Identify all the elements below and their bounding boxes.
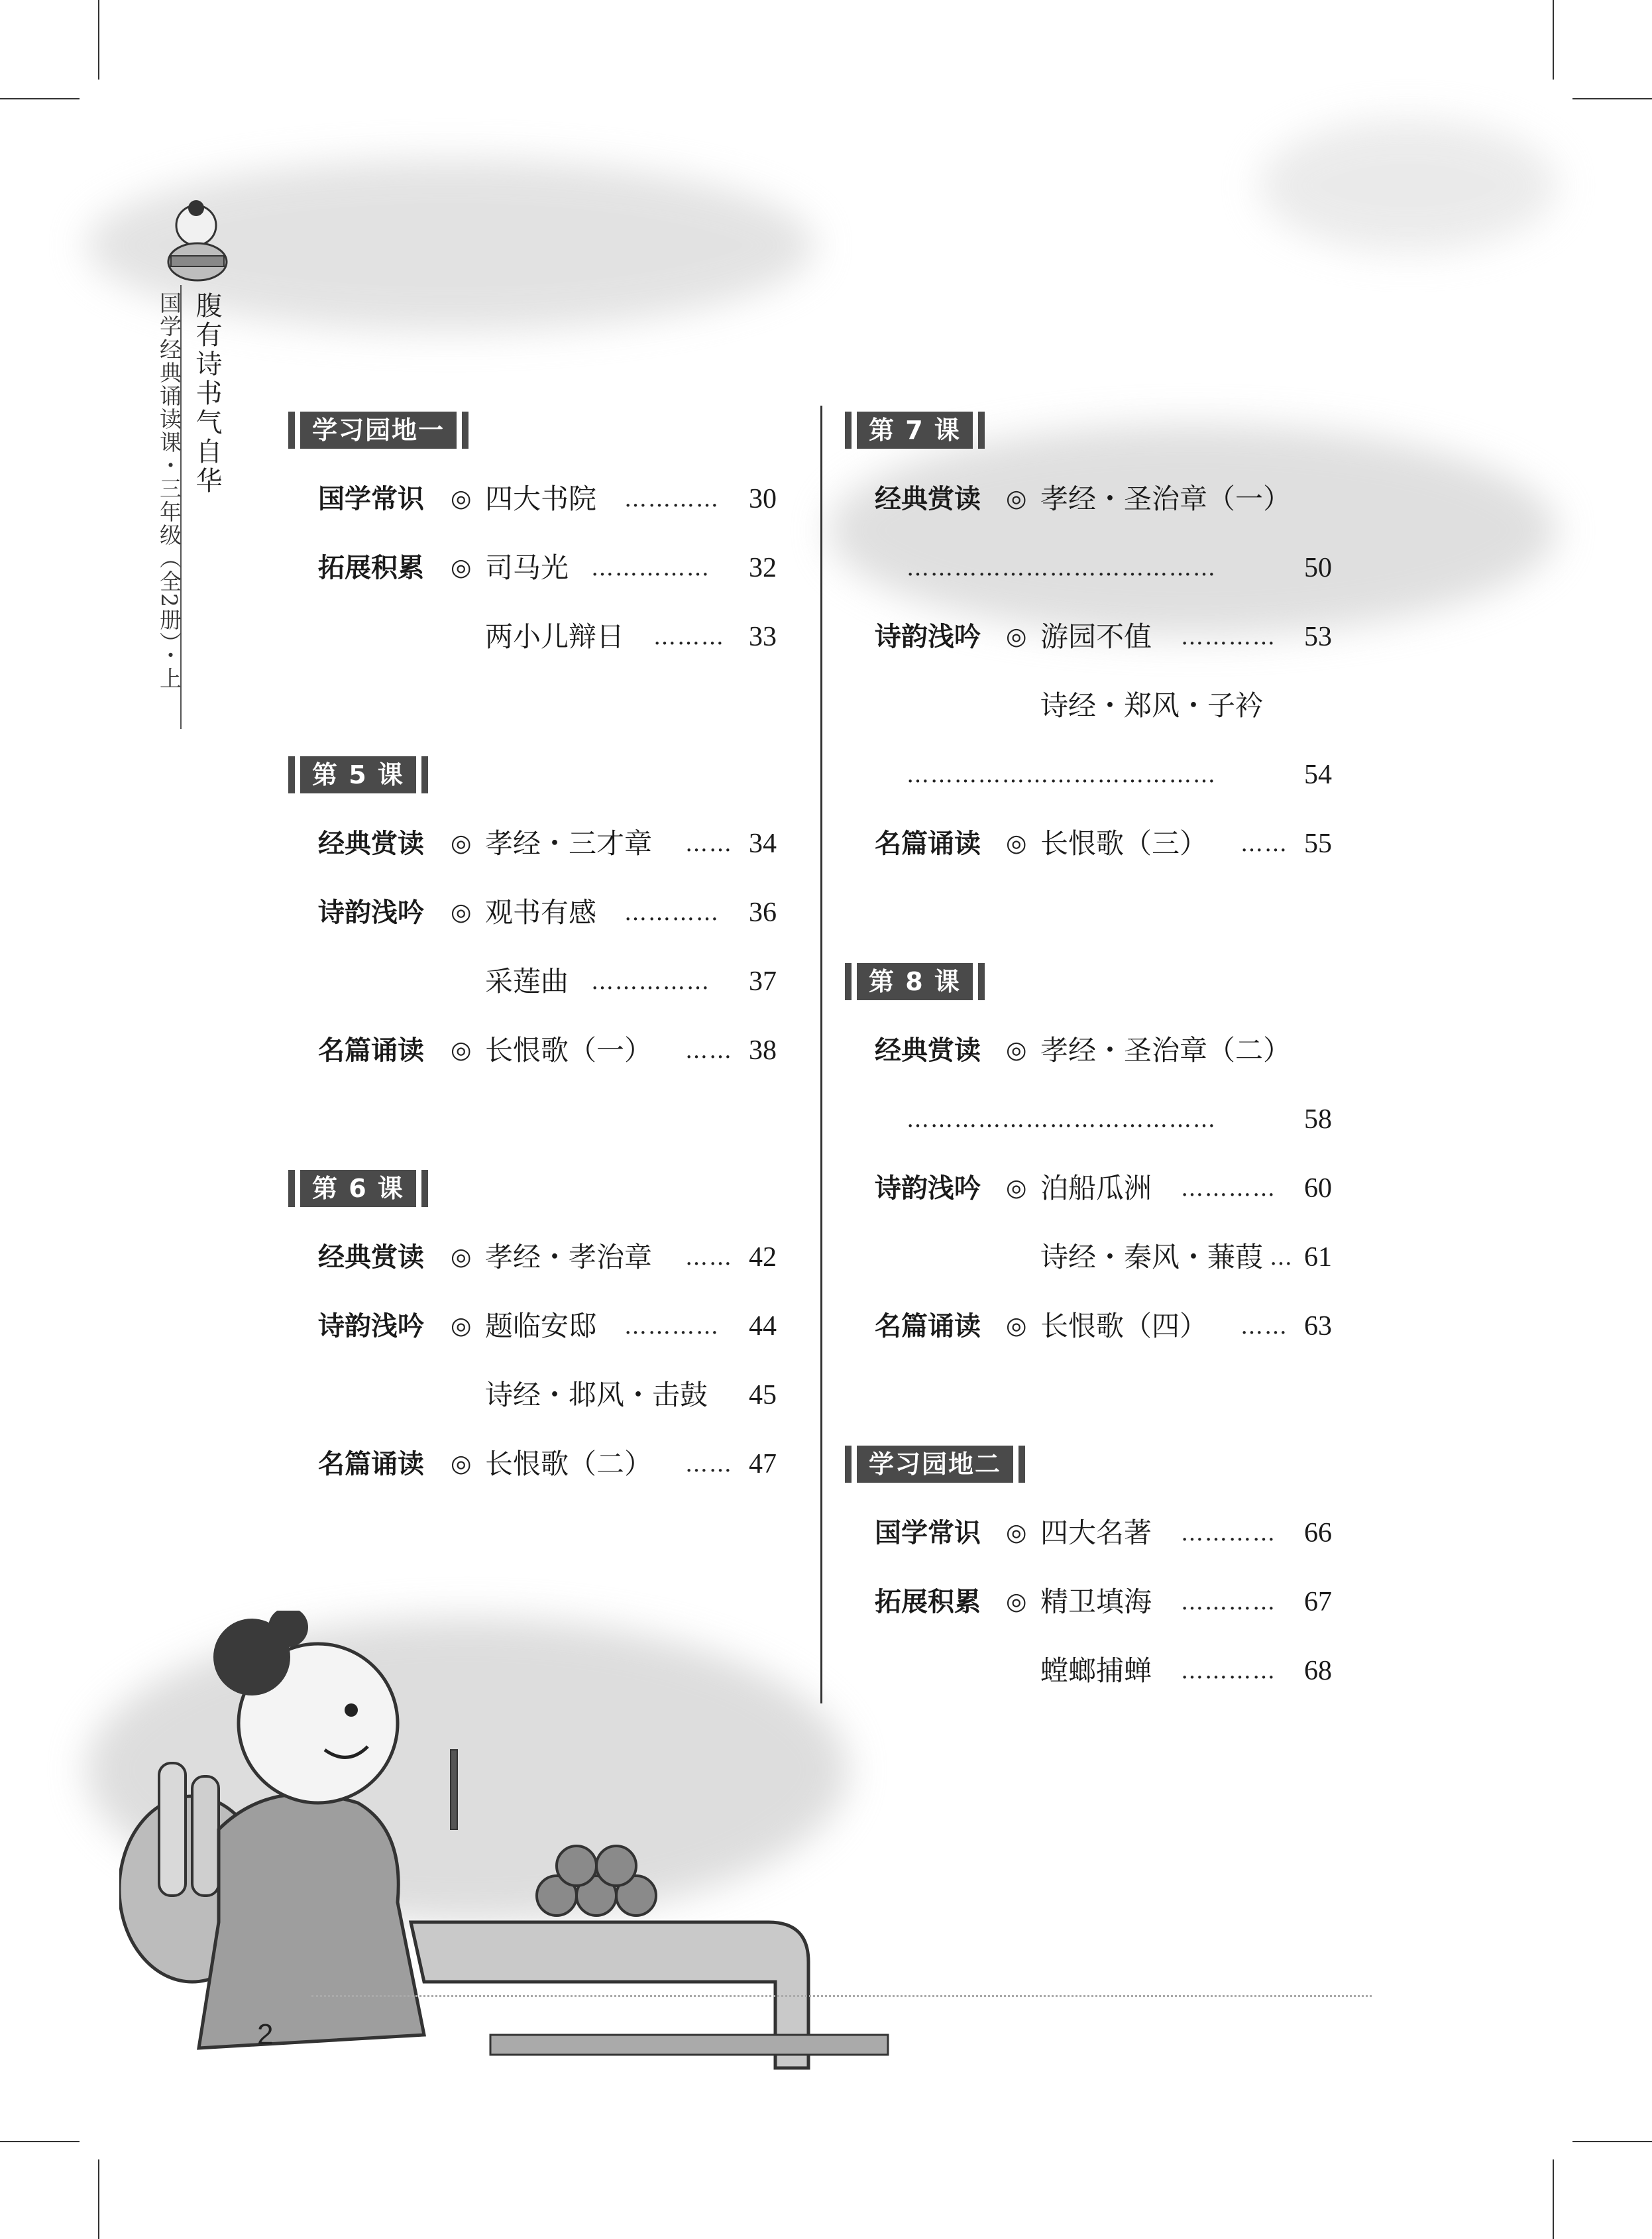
toc-title: 观书有感 (485, 896, 597, 929)
toc-entry[interactable] (0, 1027, 1652, 1074)
heading-bar (288, 412, 295, 449)
toc-page: 55 (1304, 829, 1332, 859)
toc-title: 诗经・郑风・子衿 (1040, 689, 1264, 722)
heading-bar (845, 963, 852, 1000)
toc-category: 名篇诵读 (875, 829, 981, 859)
section-heading (845, 961, 985, 1002)
leader-dots: …………… (591, 555, 710, 581)
leader-dots: ………………………………… (907, 555, 1217, 581)
leader-dots: …………… (591, 968, 710, 995)
toc-page: 68 (1304, 1656, 1332, 1686)
toc-title: 四大名著 (1040, 1517, 1152, 1549)
heading-bar (1019, 1446, 1025, 1483)
bullet-icon: ◎ (451, 485, 472, 512)
toc-entry[interactable] (0, 752, 1652, 798)
bullet-icon: ◎ (1006, 1588, 1027, 1615)
bullet-icon: ◎ (1006, 1175, 1027, 1202)
crop-mark (0, 98, 80, 99)
toc-category: 国学常识 (318, 484, 424, 514)
toc-entry[interactable] (0, 821, 1652, 867)
toc-entry[interactable] (0, 683, 1652, 729)
crop-mark (0, 2141, 80, 2142)
toc-category: 名篇诵读 (318, 1035, 424, 1066)
heading-label: 第 6 课 (300, 1170, 416, 1207)
heading-label: 学习园地一 (300, 412, 457, 449)
toc-entry[interactable] (0, 958, 820, 1005)
heading-bar (978, 412, 985, 449)
toc-category: 国学常识 (875, 1518, 981, 1548)
bullet-icon: ◎ (451, 1450, 472, 1477)
heading-bar (978, 963, 985, 1000)
heading-label: 学习园地二 (857, 1446, 1013, 1483)
toc-category: 经典赏读 (318, 1242, 424, 1273)
toc-entry[interactable] (0, 1165, 1652, 1212)
crop-mark (1553, 2159, 1554, 2239)
toc-page: 66 (1304, 1518, 1332, 1548)
crop-mark (1572, 2141, 1652, 2142)
toc-category: 名篇诵读 (318, 1449, 424, 1479)
toc-entry[interactable] (0, 1234, 1652, 1281)
toc-title: 长恨歌（二） (485, 1448, 653, 1480)
toc-entry[interactable] (0, 476, 1652, 522)
toc-page: 53 (1304, 622, 1332, 652)
leader-dots: ………… (624, 1313, 720, 1340)
toc-page: 44 (749, 1311, 777, 1342)
heading-bar (462, 412, 468, 449)
heading-bar (845, 412, 852, 449)
toc-title: 长恨歌（一） (485, 1034, 653, 1066)
toc-page: 37 (749, 966, 777, 997)
toc-page: 61 (1304, 1242, 1332, 1273)
toc-category: 诗韵浅吟 (875, 1173, 981, 1204)
bullet-icon: ◎ (451, 899, 472, 926)
toc-entry[interactable] (0, 545, 1652, 591)
toc-category: 诗韵浅吟 (318, 897, 424, 928)
bullet-icon: ◎ (1006, 1312, 1027, 1340)
mist-decoration (828, 424, 1557, 636)
leader-dots: …… (685, 1037, 733, 1064)
toc-title: 孝经・孝治章 (485, 1241, 653, 1273)
bullet-icon: ◎ (451, 830, 472, 857)
toc-page: 47 (749, 1449, 777, 1479)
toc-title: 螳螂捕蝉 (1040, 1654, 1152, 1687)
toc-title: 长恨歌（四） (1040, 1310, 1208, 1342)
toc-page: 32 (749, 553, 777, 583)
toc-title: 孝经・圣治章（一） (1040, 483, 1292, 515)
bottom-dotted-line (311, 1995, 1372, 1997)
toc-entry[interactable] (0, 1096, 1652, 1143)
leader-dots: ………… (1181, 1658, 1276, 1684)
heading-label: 第 8 课 (857, 963, 973, 1000)
crop-mark (1553, 0, 1554, 80)
toc-title: 长恨歌（三） (1040, 827, 1208, 860)
toc-page: 36 (749, 897, 777, 928)
leader-dots: ………… (624, 486, 720, 512)
crop-mark (98, 2159, 99, 2239)
heading-label: 第 5 课 (300, 756, 416, 793)
toc-page: 58 (1304, 1104, 1332, 1135)
bullet-icon: ◎ (1006, 830, 1027, 857)
mist-decoration (1259, 119, 1557, 252)
bullet-icon: ◎ (1006, 1037, 1027, 1064)
toc-title: 采莲曲 (485, 965, 569, 998)
toc-page: 54 (1304, 760, 1332, 790)
child-writing-illustration (119, 1611, 948, 2088)
toc-category: 诗韵浅吟 (318, 1311, 424, 1342)
toc-title: 泊船瓜洲 (1040, 1172, 1152, 1204)
bullet-icon: ◎ (1006, 623, 1027, 650)
leader-dots: …… (1240, 831, 1288, 857)
crop-mark (98, 0, 99, 80)
toc-entry[interactable] (0, 1510, 1652, 1556)
toc-entry[interactable] (0, 890, 820, 936)
leader-dots: … (1270, 1244, 1294, 1271)
leader-dots: ………… (1181, 624, 1276, 650)
leader-dots: ………… (1181, 1520, 1276, 1546)
toc-title: 诗经・秦风・蒹葭 (1040, 1241, 1264, 1273)
toc-title: 题临安邸 (485, 1310, 597, 1342)
toc-category: 经典赏读 (875, 484, 981, 514)
toc-category: 名篇诵读 (875, 1311, 981, 1342)
toc-title: 四大书院 (485, 483, 597, 515)
leader-dots: …… (685, 1451, 733, 1477)
leader-dots: ………… (1181, 1175, 1276, 1202)
toc-page: 63 (1304, 1311, 1332, 1342)
section-heading (288, 410, 468, 451)
heading-bar (845, 1446, 852, 1483)
toc-page: 50 (1304, 553, 1332, 583)
toc-page: 45 (749, 1380, 777, 1410)
toc-title: 孝经・圣治章（二） (1040, 1034, 1292, 1066)
bullet-icon: ◎ (451, 1037, 472, 1064)
leader-dots: ……… (653, 624, 725, 650)
toc-page: 42 (749, 1242, 777, 1273)
toc-category: 拓展积累 (318, 553, 424, 583)
bullet-icon: ◎ (1006, 1519, 1027, 1546)
toc-page: 33 (749, 622, 777, 652)
leader-dots: ………………………………… (907, 1106, 1217, 1133)
heading-label: 第 7 课 (857, 412, 973, 449)
toc-page: 60 (1304, 1173, 1332, 1204)
toc-page: 30 (749, 484, 777, 514)
section-heading (845, 1444, 1025, 1485)
toc-entry[interactable] (0, 1441, 820, 1487)
toc-title: 游园不值 (1040, 620, 1152, 653)
leader-dots: …… (1240, 1313, 1288, 1340)
page-number: 2 (257, 2018, 274, 2051)
toc-entry[interactable] (0, 1303, 1652, 1349)
bullet-icon: ◎ (451, 1312, 472, 1340)
toc-title: 孝经・三才章 (485, 827, 653, 860)
crop-mark (1572, 98, 1652, 99)
side-subtitle: 国学经典诵读课・三年级（全2册）・上 (156, 292, 182, 691)
toc-entry[interactable] (0, 614, 1652, 660)
toc-title: 诗经・邶风・击鼓 (485, 1379, 708, 1411)
toc-page: 38 (749, 1035, 777, 1066)
leader-dots: ………… (1181, 1589, 1276, 1615)
toc-title: 司马光 (485, 551, 569, 584)
leader-dots: …… (685, 1244, 733, 1271)
toc-category: 经典赏读 (875, 1035, 981, 1066)
toc-title: 两小儿辩日 (485, 620, 625, 653)
leader-dots: ………………………………… (907, 762, 1217, 788)
bullet-icon: ◎ (451, 554, 472, 581)
bullet-icon: ◎ (451, 1243, 472, 1271)
toc-title: 精卫填海 (1040, 1585, 1152, 1618)
toc-page: 34 (749, 829, 777, 859)
side-title: 腹有诗书气自华 (192, 292, 222, 496)
toc-category: 拓展积累 (875, 1587, 981, 1617)
leader-dots: ………… (624, 899, 720, 926)
child-reading-illustration (159, 199, 239, 285)
bullet-icon: ◎ (1006, 485, 1027, 512)
leader-dots: …… (685, 831, 733, 857)
toc-category: 经典赏读 (318, 829, 424, 859)
toc-category: 诗韵浅吟 (875, 622, 981, 652)
toc-page: 67 (1304, 1587, 1332, 1617)
section-heading (845, 410, 985, 451)
toc-entry[interactable] (0, 1372, 820, 1418)
